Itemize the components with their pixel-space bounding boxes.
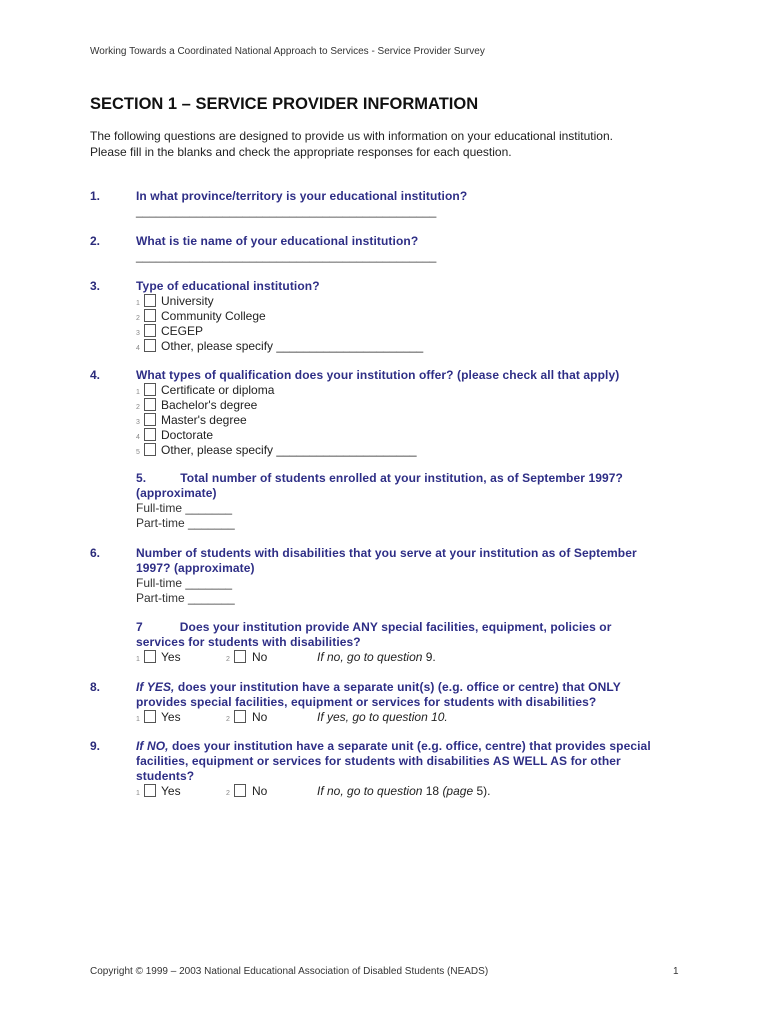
question-5 xyxy=(136,471,696,531)
question-text-cont: services for students with disabilities? xyxy=(136,635,361,649)
option-code: 2 xyxy=(226,716,230,723)
option-label: CEGEP xyxy=(161,324,204,338)
checkbox[interactable] xyxy=(144,443,156,456)
option-label: Doctorate xyxy=(161,428,214,442)
question-number: 6. xyxy=(90,546,101,560)
option-bachelors xyxy=(136,398,676,413)
skip-note: If yes, go to question 10. xyxy=(317,710,448,724)
question-text-cont: students? xyxy=(136,769,195,783)
yes-no-row xyxy=(136,784,696,799)
option-other xyxy=(136,443,676,458)
no-label: No xyxy=(252,710,268,724)
checkbox[interactable] xyxy=(144,339,156,352)
question-text: What types of qualification does your institution offer? (please check all that apply) xyxy=(136,368,620,382)
question-text-cont: provides special facilities, equipment or services for students with disabilities? xyxy=(136,695,597,709)
question-number: 8. xyxy=(90,680,101,694)
skip-note: If no, go to question 18 (page 5). xyxy=(317,784,491,798)
checkbox[interactable] xyxy=(144,324,156,337)
question-number: 2. xyxy=(90,234,101,248)
fulltime-field[interactable]: Full-time _______ xyxy=(136,576,233,590)
yes-checkbox[interactable] xyxy=(144,784,156,797)
option-cegep xyxy=(136,324,676,339)
yes-label: Yes xyxy=(161,650,181,664)
intro-text xyxy=(90,128,613,160)
option-code: 4 xyxy=(136,434,140,441)
checkbox[interactable] xyxy=(144,309,156,322)
option-community-college xyxy=(136,309,676,324)
question-number: 3. xyxy=(90,279,101,293)
no-checkbox[interactable] xyxy=(234,650,246,663)
page-footer: Copyright © 1999 – 2003 National Educational Association of Disabled Students (NEADS) xyxy=(90,966,489,977)
intro-line: Please fill in the blanks and check the appropriate responses for each question. xyxy=(90,145,512,159)
page-header: Working Towards a Coordinated National Approach to Services - Service Provider Survey xyxy=(90,46,485,57)
yes-no-row xyxy=(136,650,696,665)
option-label: Other, please specify ______________________ xyxy=(161,339,424,353)
question-text: Type of educational institution? xyxy=(136,279,320,293)
no-label: No xyxy=(252,784,268,798)
answer-blank[interactable]: _____________________________________________ xyxy=(136,204,437,218)
answer-blank[interactable]: _____________________________________________ xyxy=(136,249,437,263)
parttime-field[interactable]: Part-time _______ xyxy=(136,516,235,530)
option-certificate xyxy=(136,383,676,398)
checkbox[interactable] xyxy=(144,413,156,426)
checkbox[interactable] xyxy=(144,294,156,307)
yes-label: Yes xyxy=(161,784,181,798)
option-code: 3 xyxy=(136,419,140,426)
option-label: Other, please specify _____________________ xyxy=(161,443,417,457)
option-code: 1 xyxy=(136,389,140,396)
option-other xyxy=(136,339,676,354)
option-code: 5 xyxy=(136,449,140,456)
question-text: If YES, does your institution have a separate unit(s) (e.g. office or centre) that ONLY xyxy=(136,680,621,694)
option-label: Community College xyxy=(161,309,266,323)
question-text: 5. Total number of students enrolled at your institution, as of September 1997? xyxy=(136,471,623,485)
option-code: 1 xyxy=(136,656,140,663)
question-number: 9. xyxy=(90,739,101,753)
option-label: Certificate or diploma xyxy=(161,383,275,397)
option-code: 2 xyxy=(136,315,140,322)
option-doctorate xyxy=(136,428,676,443)
skip-note: If no, go to question 9. xyxy=(317,650,436,664)
checkbox[interactable] xyxy=(144,383,156,396)
question-text-cont: facilities, equipment or services for students with disabilities AS WELL AS for other xyxy=(136,754,621,768)
no-checkbox[interactable] xyxy=(234,784,246,797)
yes-no-row xyxy=(136,710,696,725)
question-text-cont: (approximate) xyxy=(136,486,217,500)
parttime-field[interactable]: Part-time _______ xyxy=(136,591,235,605)
intro-line: The following questions are designed to provide us with information on your educational institution. xyxy=(90,129,613,143)
question-text: Number of students with disabilities that you serve at your institution as of September xyxy=(136,546,637,560)
option-code: 4 xyxy=(136,345,140,352)
question-number: 1. xyxy=(90,189,101,203)
option-code: 2 xyxy=(226,790,230,797)
checkbox[interactable] xyxy=(144,398,156,411)
no-checkbox[interactable] xyxy=(234,710,246,723)
question-7 xyxy=(136,620,696,665)
option-label: Master's degree xyxy=(161,413,247,427)
question-text-cont: 1997? (approximate) xyxy=(136,561,255,575)
option-code: 1 xyxy=(136,790,140,797)
question-number: 5. xyxy=(136,471,147,485)
question-number: 4. xyxy=(90,368,101,382)
question-text: 7 Does your institution provide ANY special facilities, equipment, policies or xyxy=(136,620,612,634)
question-number: 7 xyxy=(136,620,143,634)
option-label: Bachelor's degree xyxy=(161,398,258,412)
page-number: 1 xyxy=(673,966,679,977)
option-university xyxy=(136,294,676,309)
yes-checkbox[interactable] xyxy=(144,650,156,663)
fulltime-field[interactable]: Full-time _______ xyxy=(136,501,233,515)
question-text: If NO, does your institution have a separate unit (e.g. office, centre) that provides special xyxy=(136,739,651,753)
checkbox[interactable] xyxy=(144,428,156,441)
section-title: SECTION 1 – SERVICE PROVIDER INFORMATION xyxy=(90,95,479,113)
question-text: In what province/territory is your educational institution? xyxy=(136,189,468,203)
option-label: University xyxy=(161,294,214,308)
option-code: 1 xyxy=(136,300,140,307)
no-label: No xyxy=(252,650,268,664)
option-code: 2 xyxy=(136,404,140,411)
option-code: 1 xyxy=(136,716,140,723)
option-code: 3 xyxy=(136,330,140,337)
option-code: 2 xyxy=(226,656,230,663)
yes-checkbox[interactable] xyxy=(144,710,156,723)
option-masters xyxy=(136,413,676,428)
question-text: What is tie name of your educational institution? xyxy=(136,234,419,248)
yes-label: Yes xyxy=(161,710,181,724)
